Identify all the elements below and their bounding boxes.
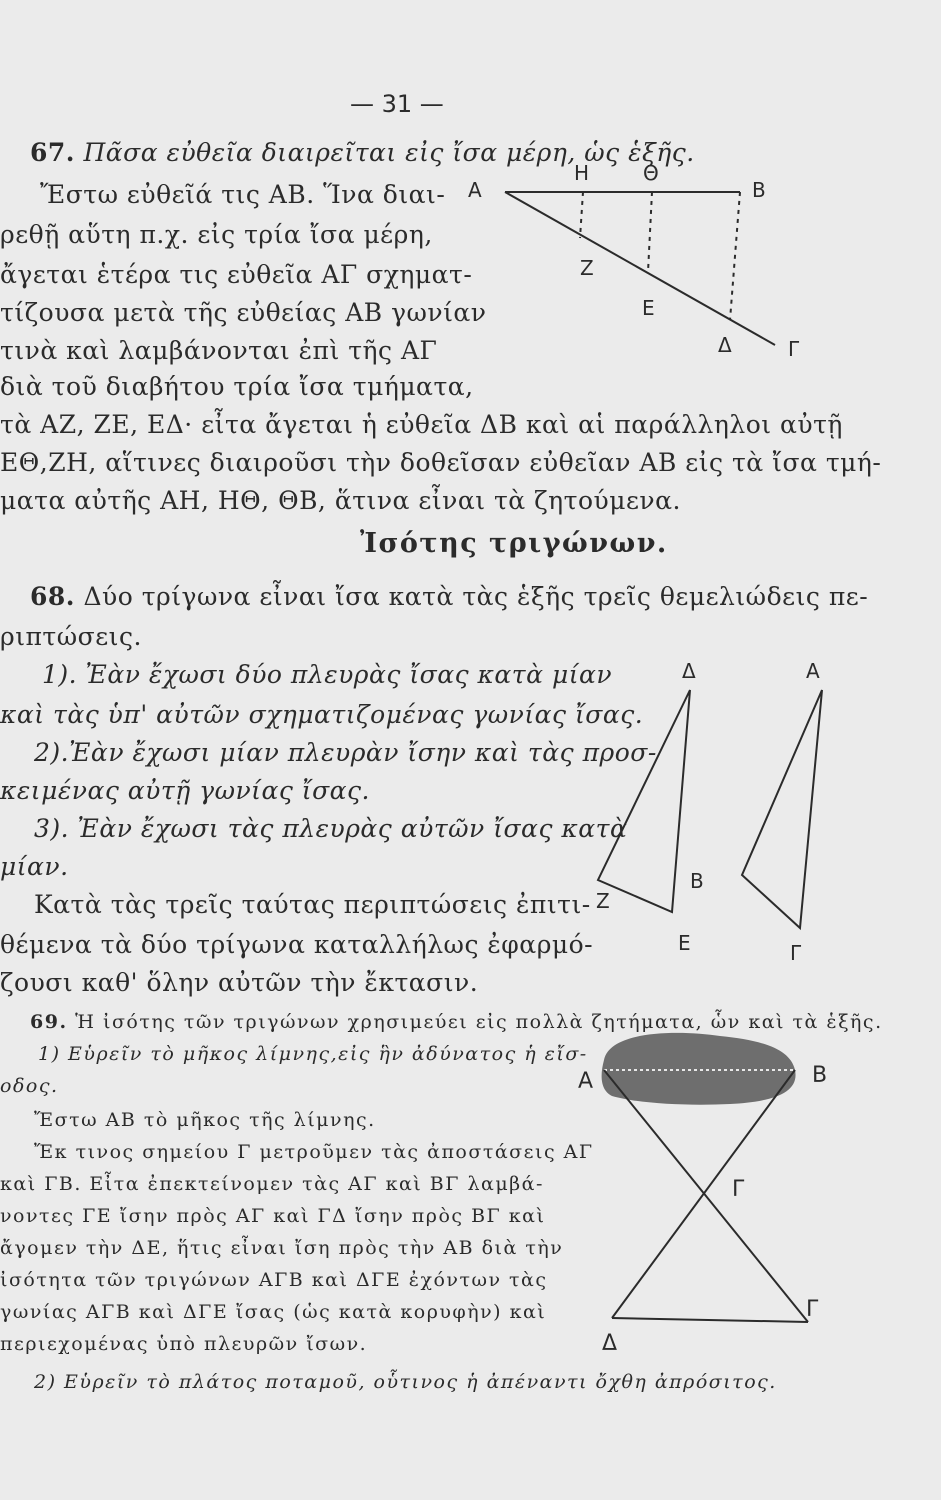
fig68-label-B: Β: [690, 869, 704, 893]
sec68-line10: θέμενα τὰ δύο τρίγωνα καταλλήλως ἐφαρμό-: [0, 930, 594, 959]
sec69-line9: ἰσότητα τῶν τριγώνων ΑΓΒ καὶ ΔΓΕ ἐχόντων τὰς: [0, 1269, 548, 1291]
sec68-line6: κειμένας αὐτῇ γωνίας ἴσας.: [0, 776, 370, 805]
fig69-segment-DE: [612, 1318, 808, 1322]
sec69-text1: Ἡ ἰσότης τῶν τριγώνων χρησιμεύει εἰς πολλὰ ζητήματα, ὧν καὶ τὰ ἑξῆς.: [75, 1011, 883, 1033]
fig69-label-A: Α: [578, 1069, 594, 1094]
sec67-number: 67.: [30, 138, 75, 167]
sec68-line8: μίαν.: [0, 852, 69, 881]
sec68-line2: ριπτώσεις.: [0, 622, 142, 651]
sec67-line9: ΕΘ,ΖΗ, αἵτινες διαιροῦσι τὴν δοθεῖσαν εὐθεῖαν ΑΒ εἰς τὰ ἴσα τμή-: [0, 448, 882, 477]
sec68-line4: καὶ τὰς ὑπ' αὐτῶν σχηματιζομένας γωνίας ἴσας.: [0, 700, 644, 729]
sec68-text1: Δύο τρίγωνα εἶναι ἴσα κατὰ τὰς ἑξῆς τρεῖς θεμελιώδεις πε-: [83, 582, 869, 611]
sec67-title: Πᾶσα εὐθεῖα διαιρεῖται εἰς ἴσα μέρη, ὡς ἑξῆς.: [83, 138, 695, 167]
fig68-label-A: Α: [806, 659, 820, 683]
fig68-label-Z: Ζ: [596, 889, 610, 913]
sec68-line1: [30, 582, 868, 612]
sec67-line2: Ἔστω εὐθεῖά τις ΑΒ. Ἵνα διαι-: [40, 180, 446, 209]
sec67-line5: τίζουσα μετὰ τῆς εὐθείας ΑΒ γωνίαν: [0, 298, 487, 327]
fig67-segment-ZH: [580, 192, 583, 238]
fig67-label-Z: Ζ: [580, 256, 594, 280]
fig69-segment-BD: [612, 1070, 795, 1318]
sec69-line8: ἄγομεν τὴν ΔΕ, ἥτις εἶναι ἴση πρὸς τὴν ΑΒ διὰ τὴν: [0, 1237, 564, 1259]
fig69-label-B: Β: [812, 1063, 828, 1088]
fig69-label-G2: Γ: [806, 1297, 819, 1322]
fig67-label-D: Δ: [718, 333, 732, 357]
sec68-line7: 3). Ἐὰν ἔχωσι τὰς πλευρὰς αὐτῶν ἴσας κατὰ: [34, 814, 628, 843]
sec67-line10: ματα αὐτῆς ΑΗ, ΗΘ, ΘΒ, ἅτινα εἶναι τὰ ζητούμενα.: [0, 486, 681, 515]
sec69-number: 69.: [30, 1011, 68, 1033]
fig68-label-D: Δ: [682, 659, 696, 683]
sec68-number: 68.: [30, 582, 75, 611]
fig68-label-G: Γ: [790, 941, 802, 965]
section-heading: Ἰσότης τριγώνων.: [360, 528, 668, 559]
sec67-line3: ρεθῇ αὕτη π.χ. εἰς τρία ἴσα μέρη,: [0, 220, 433, 249]
sec69-line6: καὶ ΓΒ. Εἶτα ἐπεκτείνομεν τὰς ΑΓ καὶ ΒΓ λαμβά-: [0, 1173, 544, 1195]
sec69-line1: [30, 1010, 883, 1034]
sec69-line7: νοντες ΓΕ ἴσην πρὸς ΑΓ καὶ ΓΔ ἴσην πρὸς ΒΓ καὶ: [0, 1205, 546, 1227]
sec68-line11: ζουσι καθ' ὅλην αὐτῶν τὴν ἔκτασιν.: [0, 968, 479, 997]
fig67-label-A: Α: [468, 178, 482, 202]
fig67-segment-DB: [730, 192, 740, 320]
fig69-label-D: Δ: [602, 1331, 618, 1356]
fig67-segment-AG: [505, 192, 775, 345]
fig68-label-E: Ε: [678, 931, 691, 955]
sec69-line5: Ἔκ τινος σημείου Γ μετροῦμεν τὰς ἀποστάσεις ΑΓ: [34, 1141, 594, 1163]
sec68-line9: Κατὰ τὰς τρεῖς ταύτας περιπτώσεις ἐπιτι-: [34, 890, 591, 919]
fig69-label-G1: Γ: [732, 1177, 745, 1202]
sec69-line4: Ἔστω ΑΒ τὸ μῆκος τῆς λίμνης.: [34, 1109, 376, 1131]
sec67-line7: διὰ τοῦ διαβήτου τρία ἴσα τμήματα,: [0, 372, 474, 401]
fig67-segment-ETh: [648, 192, 652, 272]
lake-shape: [602, 1033, 796, 1105]
sec68-line3: 1). Ἐὰν ἔχωσι δύο πλευρὰς ἴσας κατὰ μίαν: [42, 660, 613, 689]
sec69-line12: 2) Εὑρεῖν τὸ πλάτος ποταμοῦ, οὗτινος ἡ ἀπέναντι ὄχθη ἀπρόσιτος.: [34, 1371, 777, 1393]
fig67-label-B: Β: [752, 178, 766, 202]
sec67-line1: [30, 138, 695, 168]
sec68-line5: 2).Ἐὰν ἔχωσι μίαν πλευρὰν ἴσην καὶ τὰς προσ-: [34, 738, 657, 767]
sec69-line3: οδος.: [0, 1075, 59, 1097]
sec69-line10: γωνίας ΑΓΒ καὶ ΔΓΕ ἴσας (ὡς κατὰ κορυφὴν) καὶ: [0, 1301, 547, 1323]
sec67-line8: τὰ ΑΖ, ΖΕ, ΕΔ· εἶτα ἄγεται ἡ εὐθεῖα ΔΒ καὶ αἱ παράλληλοι αὐτῇ: [0, 410, 843, 439]
sec67-line4: ἄγεται ἑτέρα τις εὐθεῖα ΑΓ σχηματ-: [0, 260, 473, 289]
fig68-triangle-ABG: [742, 690, 822, 928]
fig67-label-Th: Θ: [643, 161, 659, 185]
fig69-segment-AE: [604, 1070, 808, 1322]
sec69-line2: 1) Εὑρεῖν τὸ μῆκος λίμνης,εἰς ἣν ἀδύνατος ἡ εἴσ-: [38, 1043, 588, 1065]
sec69-line11: περιεχομένας ὑπὸ πλευρῶν ἴσων.: [0, 1333, 368, 1355]
fig67-label-H: Η: [574, 161, 590, 185]
fig67-label-G: Γ: [788, 337, 800, 361]
sec67-line6: τινὰ καὶ λαμβάνονται ἐπὶ τῆς ΑΓ: [0, 336, 438, 365]
fig67-label-E: Ε: [642, 296, 655, 320]
page-number: — 31 —: [350, 90, 444, 118]
